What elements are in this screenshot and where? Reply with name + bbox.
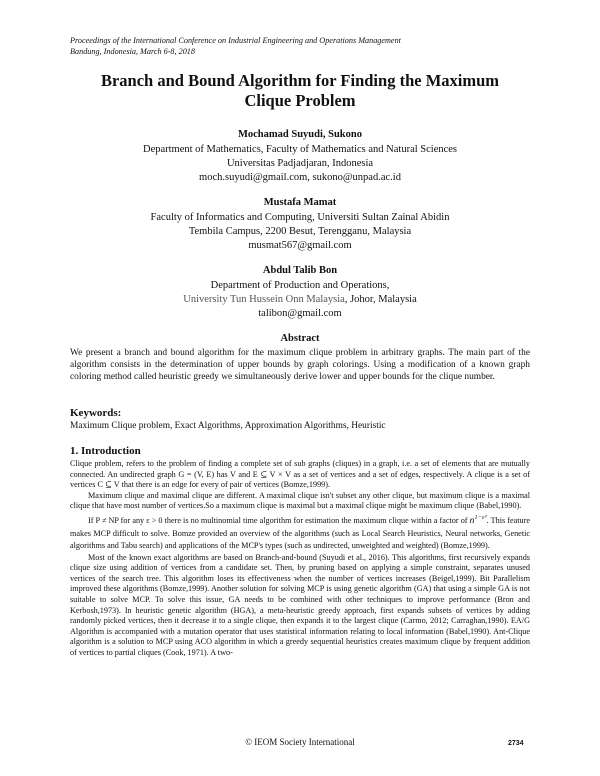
conference-name: Proceedings of the International Conference on Industrial Engineering and Operations Management	[70, 36, 401, 45]
introduction-body	[70, 459, 530, 659]
author-email: moch.suyudi@gmail.com, sukono@unpad.ac.id	[199, 172, 401, 183]
page-number: 2734	[508, 740, 524, 747]
author-block-1	[40, 129, 560, 185]
abstract-heading: Abstract	[280, 333, 320, 344]
title-line-2: Clique Problem	[244, 91, 356, 110]
abstract-text: We present a branch and bound algorithm for the maximum clique problem in arbitrary graphs. The main part of the algorithm consists in the determination of upper bounds by graph colorings. Using a modification of a known graph coloring method called heuristic greedy we simultaneously derive lower and upper bounds for the clique number.	[70, 348, 530, 382]
footer-society: © IEOM Society International	[245, 737, 355, 747]
author-name: Abdul Talib Bon	[262, 265, 338, 276]
university-location: , Johor, Malaysia	[344, 294, 417, 305]
section-heading-introduction: 1. Introduction	[70, 445, 141, 457]
author-affiliation	[40, 293, 560, 307]
keywords-heading: Keywords:	[70, 407, 122, 419]
paragraph: If P ≠ NP for any ε > 0 there is no multinomial time algorithm for estimation the maximum clique within a factor of $n^{1-\varepsilon^3}$. This feature makes MCP difficult to solve. Bomze provided an overview of the algorithms (such as Local Search Heuristics, Neural networks, Genetic algorithms and Tabu search) and applications of the MCP's types (such as undirected, unweighted and weighted) (Bomze,1999).	[70, 513, 531, 551]
author-name: Mochamad Suyudi, Sukono	[237, 129, 362, 140]
author-email: musmat567@gmail.com	[248, 240, 352, 251]
author-email: talibon@gmail.com	[258, 308, 342, 319]
paragraph: Most of the known exact algorithms are based on Branch-and-bound (Suyudi et al., 2016). This algorithms, first recursively expands clique size using addition of vertices from a candidate set. Then, by pruning based on applying a simple constraint, separates unused vertices of the search tree. This algorithm loses its effectiveness when the number of vertices increases (Beigel,1999). Bit Parallelism improved these algorithms (Bomze,1999). Another solution for solving MCP is using genetic algorithm (GA) that using a simple GA is not suitable to solve MCP. To solve this issue, GA needs to be combined with other techniques to improve performance (Bron and Kerbosh,1973). In heuristic genetic algorithm (HGA), a meta-heuristic greedy approach, first expands subsets of vertices by adding randomly picked vertices, then it decrease it to a single clique, then expands it to the largest clique (Carmo, 2012; Carraghan,1990). EA/G Algorithm is accompanied with a mutation operator that uses statistical information relating to local information (Babel,1990). Ant-Clique algorithm is a solution to MCP using ACO algorithm in which a greedy sequential heuristics creates maximum clique by frequent addition of vertices to partial cliques (Cook, 1971). A two-	[70, 552, 530, 657]
paper-title	[40, 71, 560, 111]
keywords-text: Maximum Clique problem, Exact Algorithms, Approximation Algorithms, Heuristic	[70, 421, 386, 431]
paragraph: Maximum clique and maximal clique are different. A maximal clique isn't subset any other clique, but maximum clique is a maximal clique that have most number of vertices.So a maximum clique is maximal but a maximal clique might be maximum clique (Babel,1990).	[70, 490, 530, 511]
author-affiliation: Department of Production and Operations,	[210, 280, 390, 291]
title-line-1: Branch and Bound Algorithm for Finding the Maximum	[100, 71, 500, 90]
paragraph: Clique problem, refers to the problem of finding a complete set of sub graphs (cliques) in a graph, i.e. a set of elements that are mutually connected. An undirected graph G = (V, E) has V and E ⊆ V × V as a set of vertices and a set of edges, respectively. A clique is a set of vertices C ⊆ V that there is an edge for every of pair of vertices (Bomze,1999).	[70, 459, 530, 490]
author-affiliation: Department of Mathematics, Faculty of Mathematics and Natural Sciences	[142, 144, 458, 155]
author-affiliation: Universitas Padjadjaran, Indonesia	[226, 158, 374, 169]
conference-location: Bandung, Indonesia, March 6-8, 2018	[70, 47, 195, 56]
author-affiliation: Tembila Campus, 2200 Besut, Terengganu, Malaysia	[188, 226, 412, 237]
author-block-3	[40, 265, 560, 321]
running-header	[70, 35, 401, 57]
formula: $n^{1-\varepsilon^3}$	[469, 513, 487, 527]
author-block-2	[40, 197, 560, 253]
university-name: University Tun Hussein Onn Malaysia	[183, 294, 345, 305]
author-name: Mustafa Mamat	[263, 197, 337, 208]
author-affiliation: Faculty of Informatics and Computing, Universiti Sultan Zainal Abidin	[150, 212, 450, 223]
